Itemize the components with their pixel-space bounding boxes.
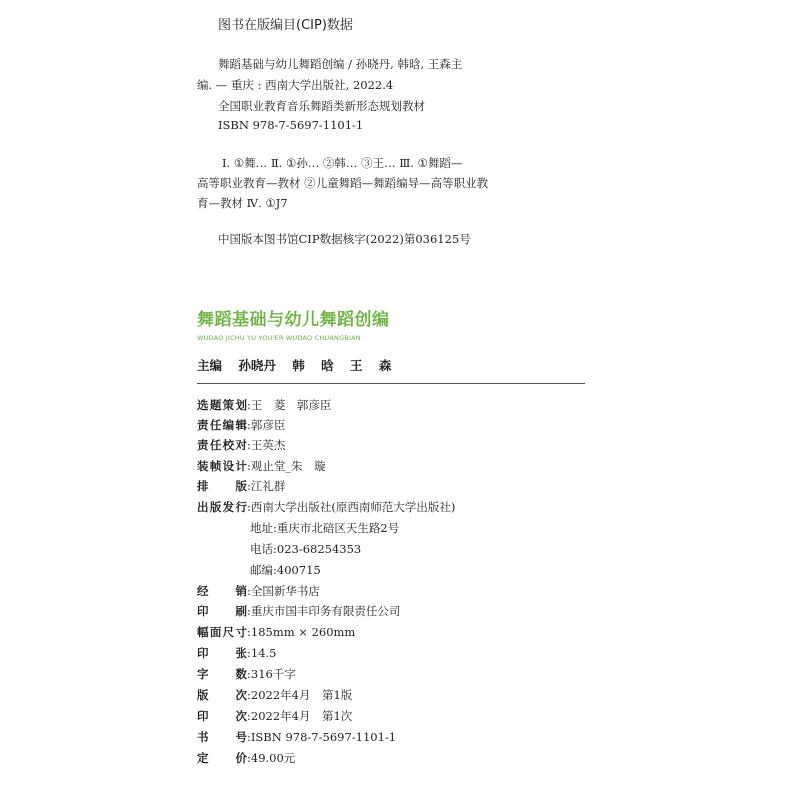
credit-value: :14.5: [247, 646, 277, 660]
cip-heading: 图书在版编目(CIP)数据: [218, 18, 353, 33]
editor-name: 韩: [292, 358, 305, 373]
credit-row: [197, 729, 396, 745]
cip-line: 编. — 重庆 : 西南大学出版社, 2022.4: [197, 78, 394, 92]
credit-value: :ISBN 978-7-5697-1101-1: [247, 730, 397, 744]
publisher-phone: 电话:023-68254353: [250, 542, 362, 556]
credit-row: [197, 437, 285, 453]
credit-label: 责任校对: [197, 438, 247, 452]
editor-name: 晗: [321, 358, 334, 373]
credit-row: [197, 499, 455, 515]
credit-label: 幅面尺寸: [197, 625, 247, 639]
credit-value: :185mm × 260mm: [247, 625, 356, 639]
credit-label: 版 次: [197, 688, 247, 702]
credit-row: [197, 624, 355, 640]
credit-row: [197, 417, 285, 433]
credit-label: 印 刷: [197, 604, 247, 618]
credit-row: [197, 458, 326, 474]
credit-label: 出版发行: [197, 500, 247, 514]
credit-value: :王 菱 郭彦臣: [247, 398, 332, 412]
credit-row: [197, 397, 331, 413]
editors-label: 主编: [197, 358, 223, 373]
divider: [197, 383, 585, 384]
credit-label: 装帧设计: [197, 459, 247, 473]
credit-label: 印 张: [197, 646, 247, 660]
credit-value: :316千字: [247, 667, 296, 681]
credit-label: 书 号: [197, 730, 247, 744]
credit-label: 责任编辑: [197, 418, 247, 432]
credit-row: [197, 478, 285, 494]
credit-value: :重庆市国丰印务有限责任公司: [247, 604, 401, 618]
book-title-pinyin: WUDAO JICHU YU YOU'ER WUDAO CHUANGBIAN: [197, 334, 361, 342]
editor-name: 孙晓丹: [238, 358, 276, 373]
book-title: 舞蹈基础与幼儿舞蹈创编: [197, 310, 390, 330]
credit-value: :49.00元: [247, 751, 296, 765]
publisher-address: 地址:重庆市北碚区天生路2号: [250, 521, 400, 535]
credit-value: :2022年4月 第1次: [247, 709, 353, 723]
credit-row: [197, 645, 276, 661]
credit-value: :2022年4月 第1版: [247, 688, 353, 702]
credit-row: [197, 687, 352, 703]
editor-name: 王: [350, 358, 363, 373]
publisher-postcode: 邮编:400715: [250, 563, 321, 577]
credit-value: :郭彦臣: [247, 418, 286, 432]
credit-label: 选题策划: [197, 398, 247, 412]
credit-label: 排 版: [197, 479, 247, 493]
credit-value: :观止堂_朱 璇: [247, 459, 326, 473]
cip-classification-line: Ⅰ. ①舞… Ⅱ. ①孙… ②韩… ③王… Ⅲ. ①舞蹈—: [222, 156, 463, 170]
credit-row: [197, 708, 352, 724]
credit-value: :西南大学出版社(原西南师范大学出版社): [247, 500, 456, 514]
cip-line: 全国职业教育音乐舞蹈类新形态规划教材: [218, 99, 425, 113]
credit-label: 经 销: [197, 584, 247, 598]
credit-row: [197, 583, 320, 599]
credit-value: :全国新华书店: [247, 584, 320, 598]
cip-line: ISBN 978-7-5697-1101-1: [218, 118, 364, 132]
credit-value: :江礼群: [247, 479, 286, 493]
cip-classification-line: 育—教材 Ⅳ. ①J7: [197, 196, 288, 210]
credit-label: 印 次: [197, 709, 247, 723]
credit-value: :王英杰: [247, 438, 286, 452]
credit-row: [197, 750, 295, 766]
credit-row: [197, 666, 296, 682]
credit-label: 字 数: [197, 667, 247, 681]
cip-line: 舞蹈基础与幼儿舞蹈创编 / 孙晓丹, 韩晗, 王森主: [218, 57, 463, 71]
credit-row: [197, 603, 400, 619]
credit-label: 定 价: [197, 751, 247, 765]
cip-number: 中国版本图书馆CIP数据核字(2022)第036125号: [218, 232, 471, 246]
editors-line: [197, 356, 403, 374]
cip-classification-line: 高等职业教育—教材 ②儿童舞蹈—舞蹈编导—高等职业教: [197, 176, 489, 190]
editor-name: 森: [378, 358, 392, 373]
